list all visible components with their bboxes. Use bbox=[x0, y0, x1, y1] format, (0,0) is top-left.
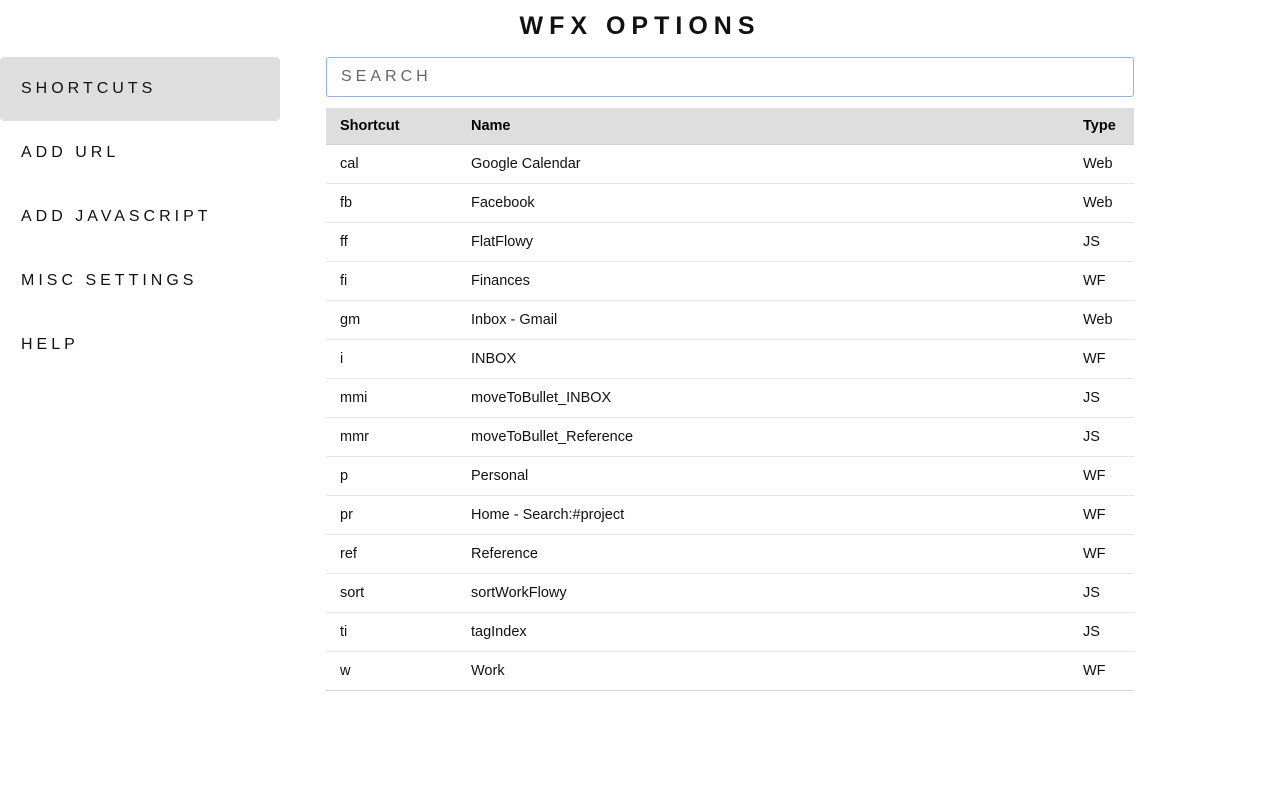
table-header-row bbox=[326, 108, 1134, 145]
cell-name: Facebook bbox=[457, 184, 1069, 223]
sidebar-item-help[interactable] bbox=[0, 313, 280, 377]
cell-type: Web bbox=[1069, 184, 1134, 223]
table-row[interactable] bbox=[326, 613, 1134, 652]
sidebar-item-add-url[interactable] bbox=[0, 121, 280, 185]
table-body bbox=[326, 145, 1134, 691]
cell-type: WF bbox=[1069, 262, 1134, 301]
table-row[interactable] bbox=[326, 457, 1134, 496]
cell-name: Home - Search:#project bbox=[457, 496, 1069, 535]
cell-shortcut: mmr bbox=[326, 418, 457, 457]
column-header-name[interactable]: Name bbox=[457, 108, 1069, 145]
table-row[interactable] bbox=[326, 223, 1134, 262]
page-layout bbox=[0, 57, 1280, 691]
cell-type: JS bbox=[1069, 379, 1134, 418]
cell-type: WF bbox=[1069, 535, 1134, 574]
cell-name: INBOX bbox=[457, 340, 1069, 379]
table-row[interactable] bbox=[326, 340, 1134, 379]
cell-type: WF bbox=[1069, 457, 1134, 496]
cell-shortcut: fb bbox=[326, 184, 457, 223]
cell-shortcut: gm bbox=[326, 301, 457, 340]
cell-name: sortWorkFlowy bbox=[457, 574, 1069, 613]
table-row[interactable] bbox=[326, 145, 1134, 184]
sidebar-item-misc-settings[interactable] bbox=[0, 249, 280, 313]
cell-type: WF bbox=[1069, 496, 1134, 535]
cell-shortcut: ti bbox=[326, 613, 457, 652]
cell-name: moveToBullet_Reference bbox=[457, 418, 1069, 457]
cell-shortcut: cal bbox=[326, 145, 457, 184]
cell-name: Work bbox=[457, 652, 1069, 691]
cell-shortcut: pr bbox=[326, 496, 457, 535]
cell-shortcut: mmi bbox=[326, 379, 457, 418]
cell-type: WF bbox=[1069, 340, 1134, 379]
sidebar-item-label: SHORTCUTS bbox=[21, 80, 157, 97]
cell-type: JS bbox=[1069, 613, 1134, 652]
sidebar-item-label: ADD URL bbox=[21, 144, 120, 161]
cell-shortcut: sort bbox=[326, 574, 457, 613]
cell-name: moveToBullet_INBOX bbox=[457, 379, 1069, 418]
cell-shortcut: fi bbox=[326, 262, 457, 301]
cell-type: JS bbox=[1069, 418, 1134, 457]
cell-type: Web bbox=[1069, 145, 1134, 184]
cell-name: Personal bbox=[457, 457, 1069, 496]
column-header-type[interactable]: Type bbox=[1069, 108, 1134, 145]
table-row[interactable] bbox=[326, 496, 1134, 535]
search-input[interactable] bbox=[326, 57, 1134, 97]
cell-type: Web bbox=[1069, 301, 1134, 340]
main-content bbox=[280, 57, 1280, 691]
cell-shortcut: p bbox=[326, 457, 457, 496]
sidebar-item-shortcuts[interactable] bbox=[0, 57, 280, 121]
table-row[interactable] bbox=[326, 574, 1134, 613]
sidebar-item-label: ADD JAVASCRIPT bbox=[21, 208, 212, 225]
column-header-shortcut[interactable]: Shortcut bbox=[326, 108, 457, 145]
sidebar-item-add-javascript[interactable] bbox=[0, 185, 280, 249]
cell-name: tagIndex bbox=[457, 613, 1069, 652]
cell-type: WF bbox=[1069, 652, 1134, 691]
table-row[interactable] bbox=[326, 652, 1134, 691]
sidebar bbox=[0, 57, 280, 377]
cell-shortcut: i bbox=[326, 340, 457, 379]
table-row[interactable] bbox=[326, 301, 1134, 340]
cell-name: FlatFlowy bbox=[457, 223, 1069, 262]
cell-shortcut: ref bbox=[326, 535, 457, 574]
sidebar-item-label: MISC SETTINGS bbox=[21, 272, 198, 289]
cell-name: Reference bbox=[457, 535, 1069, 574]
table-row[interactable] bbox=[326, 418, 1134, 457]
cell-name: Google Calendar bbox=[457, 145, 1069, 184]
cell-type: JS bbox=[1069, 574, 1134, 613]
cell-name: Finances bbox=[457, 262, 1069, 301]
cell-shortcut: w bbox=[326, 652, 457, 691]
page-title: WFX OPTIONS bbox=[519, 12, 761, 40]
cell-type: JS bbox=[1069, 223, 1134, 262]
cell-name: Inbox - Gmail bbox=[457, 301, 1069, 340]
shortcuts-table bbox=[326, 108, 1134, 691]
table-row[interactable] bbox=[326, 535, 1134, 574]
table-row[interactable] bbox=[326, 262, 1134, 301]
table-row[interactable] bbox=[326, 379, 1134, 418]
sidebar-item-label: HELP bbox=[21, 336, 79, 353]
cell-shortcut: ff bbox=[326, 223, 457, 262]
table-header bbox=[326, 108, 1134, 145]
table-row[interactable] bbox=[326, 184, 1134, 223]
